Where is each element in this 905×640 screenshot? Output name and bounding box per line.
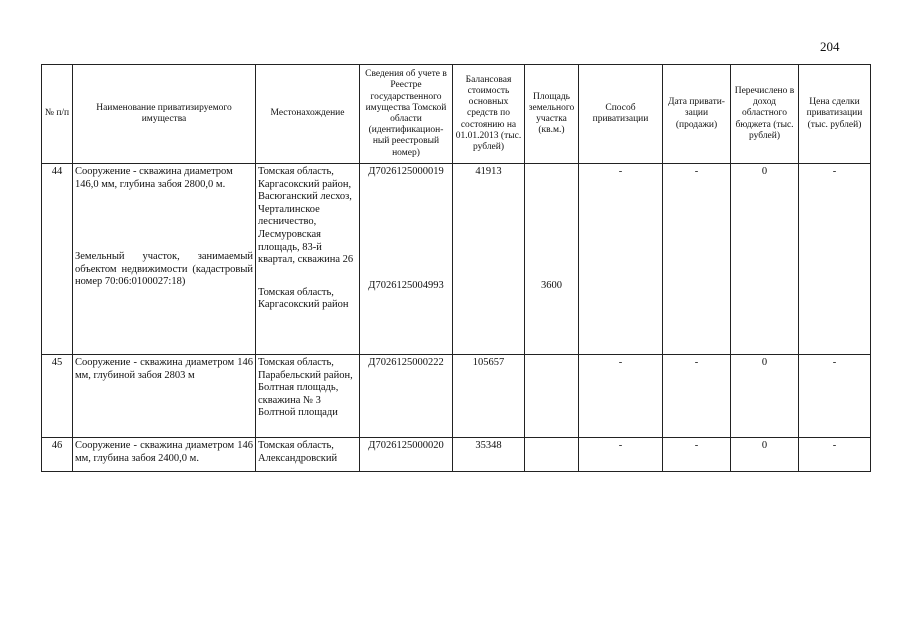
header-balance: Балансовая стоимость основных средств по состоянию на 01.01.2013 (тыс. рублей) xyxy=(453,65,525,164)
header-name: Наименование приватизируемого имущества xyxy=(73,65,256,164)
cell-date: - xyxy=(663,355,731,438)
privatization-table xyxy=(41,64,871,472)
cell-transferred: 0 xyxy=(731,438,799,472)
land-plot-name: Земельный участок, занимаемый объектом недвижимости (кадастровый номер 70:06:0100027:18) xyxy=(75,251,253,288)
land-plot-area: 3600 xyxy=(541,280,562,291)
cell-method: - xyxy=(579,164,663,355)
cell-registry xyxy=(360,164,453,355)
cell-location: Томская область, Александровский xyxy=(256,438,360,472)
land-plot-registry: Д7026125004993 xyxy=(368,279,444,291)
cell-num: 46 xyxy=(42,438,73,472)
header-area: Площадь земельного участка (кв.м.) xyxy=(525,65,579,164)
cell-method: - xyxy=(579,438,663,472)
header-transferred: Перечислено в доход областного бюджета (тыс. рублей) xyxy=(731,65,799,164)
cell-num: 44 xyxy=(42,164,73,355)
cell-date: - xyxy=(663,164,731,355)
object-registry: Д7026125000019 xyxy=(368,166,444,177)
table-row xyxy=(42,438,871,472)
cell-location: Томская область, Парабельский район, Болтная площадь, скважина № 3 Болтной площади xyxy=(256,355,360,438)
header-method: Способ приватизации xyxy=(579,65,663,164)
cell-location xyxy=(256,164,360,355)
cell-area xyxy=(525,438,579,472)
cell-transferred: 0 xyxy=(731,164,799,355)
page-number: 204 xyxy=(820,39,840,54)
cell-name: Сооружение - скважина диаметром 146 мм, глубина забоя 2400,0 м. xyxy=(73,438,256,472)
cell-price: - xyxy=(799,355,871,438)
object-name: Сооружение - скважина диаметром 146,0 мм, глубина забоя 2800,0 м. xyxy=(75,166,233,190)
header-row xyxy=(42,65,871,164)
object-location: Томская область, Каргасокский район, Васюганский лесхоз, Черталинское лесничество, Лесмуровская площадь, 83-й квартал, скважина 26 xyxy=(258,166,354,266)
header-registry: Сведения об учете в Реестре государственного имущества Томской области (идентификацион-ный реестровый номер) xyxy=(360,65,453,164)
cell-balance: 105657 xyxy=(453,355,525,438)
cell-registry: Д7026125000222 xyxy=(360,355,453,438)
header-date: Дата привати-зации (продажи) xyxy=(663,65,731,164)
cell-area xyxy=(525,355,579,438)
cell-name: Сооружение - скважина диаметром 146 мм, глубиной забоя 2803 м xyxy=(73,355,256,438)
header-num: № п/п xyxy=(42,65,73,164)
cell-method: - xyxy=(579,355,663,438)
cell-price: - xyxy=(799,164,871,355)
header-location: Местонахождение xyxy=(256,65,360,164)
cell-transferred: 0 xyxy=(731,355,799,438)
cell-balance: 41913 xyxy=(453,164,525,355)
cell-area xyxy=(525,164,579,355)
cell-registry: Д7026125000020 xyxy=(360,438,453,472)
cell-date: - xyxy=(663,438,731,472)
cell-price: - xyxy=(799,438,871,472)
land-plot-location: Томская область, Каргасокский район xyxy=(258,286,349,311)
cell-name xyxy=(73,164,256,355)
cell-num: 45 xyxy=(42,355,73,438)
table-row xyxy=(42,355,871,438)
cell-balance: 35348 xyxy=(453,438,525,472)
header-price: Цена сделки приватизации (тыс. рублей) xyxy=(799,65,871,164)
table-row xyxy=(42,164,871,355)
